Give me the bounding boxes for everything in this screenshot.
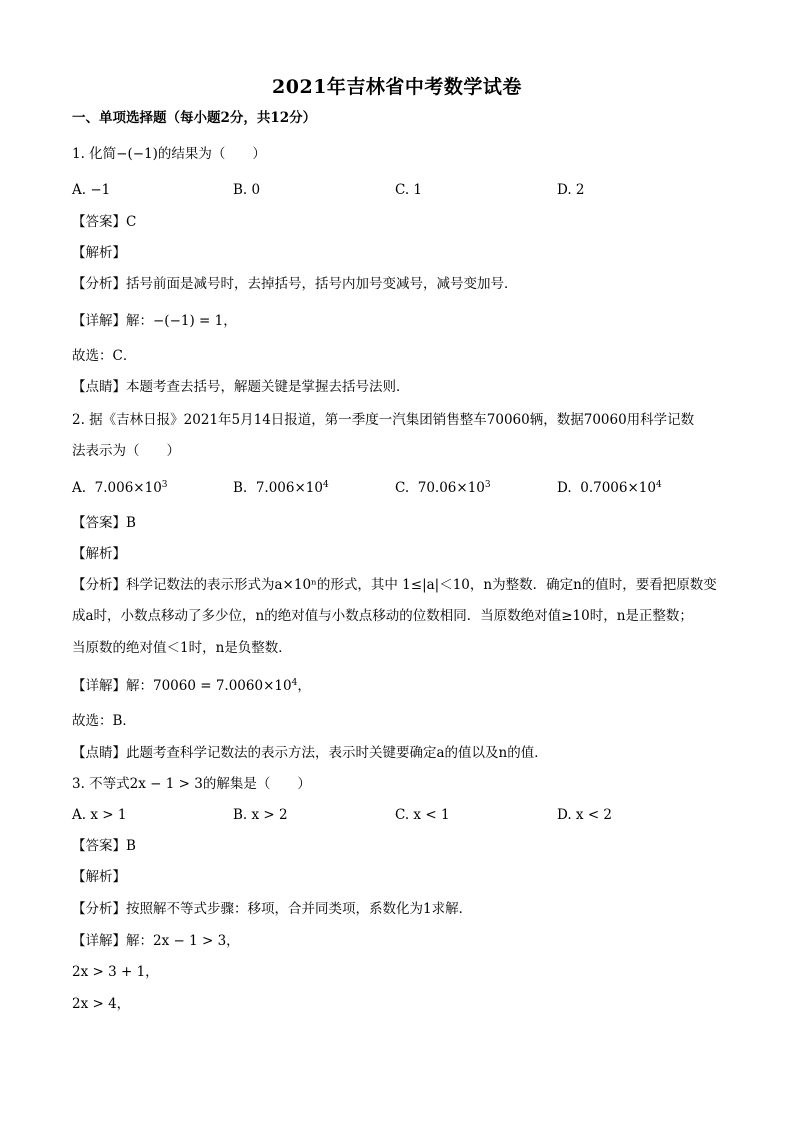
q1-comment: 【点睛】本题考查去括号，解题关键是掌握去括号法则． <box>72 379 410 395</box>
q2-stem-line1: 2. 据《吉林日报》2021年5月14日报道，第一季度一汽集团销售整车70060辆，数据70060用科学记数 <box>72 412 695 428</box>
q3-step2: 2x > 4， <box>72 996 131 1012</box>
q2-fenxi-line3: 当原数的绝对值＜1时，n是负整数． <box>72 640 292 656</box>
q3-detail: 【详解】解：2x − 1 > 3， <box>72 933 240 949</box>
q2-fenxi-line2: 成a时，小数点移动了多少位，n的绝对值与小数点移动的位数相同．当原数绝对值≥10时，n是正整数； <box>72 608 693 624</box>
q2-option-b: B. $7.006\times 10^4$ <box>233 480 329 496</box>
q1-option-d: D. 2 <box>557 182 585 198</box>
q1-detail: 【详解】解：−(−1) = 1， <box>72 313 237 329</box>
q3-analysis-label: 【解析】 <box>72 869 126 885</box>
q3-option-a: A. x > 1 <box>72 807 127 823</box>
page-title: 2021年吉林省中考数学试卷 <box>272 76 522 98</box>
q2-fenxi-line1: 【分析】科学记数法的表示形式为a×10ⁿ的形式，其中 1≤|a|＜10，n为整数．确定n的值时，要看把原数变 <box>72 577 717 593</box>
q3-answer: 【答案】B <box>72 838 136 854</box>
q1-answer: 【答案】C <box>72 214 137 230</box>
q1-stem: 1. 化简−(−1)的结果为（ ） <box>72 146 266 162</box>
q3-stem: 3. 不等式2x − 1 > 3的解集是（ ） <box>72 776 311 792</box>
q2-option-a: A. $7.006\times 10^3$ <box>72 480 168 496</box>
q1-option-a: A. −1 <box>72 182 111 198</box>
q1-choose: 故选：C． <box>72 348 137 364</box>
q3-step1: 2x > 3 + 1， <box>72 964 159 980</box>
q2-option-d: D. $0.7006\times 10^4$ <box>557 480 662 496</box>
q1-option-b: B. 0 <box>233 182 261 198</box>
q3-option-d: D. x < 2 <box>557 807 613 823</box>
q2-choose: 故选：B． <box>72 713 136 729</box>
q2-analysis-label: 【解析】 <box>72 546 126 562</box>
q2-answer: 【答案】B <box>72 515 136 531</box>
section-heading: 一、单项选择题（每小题2分，共12分） <box>72 110 317 126</box>
q1-option-c: C. 1 <box>395 182 423 198</box>
q3-fenxi: 【分析】按照解不等式步骤：移项，合并同类项，系数化为1求解． <box>72 901 473 917</box>
q3-option-c: C. x < 1 <box>395 807 450 823</box>
q2-option-c: C. $70.06\times 10^3$ <box>395 480 491 496</box>
q1-fenxi: 【分析】括号前面是减号时，去掉括号，括号内加号变减号，减号变加号． <box>72 276 518 292</box>
q2-stem-line2: 法表示为（ ） <box>72 443 180 459</box>
q2-comment: 【点睛】此题考查科学记数法的表示方法，表示时关键要确定a的值以及n的值． <box>72 745 548 761</box>
q2-detail: 【详解】解：$70060 = 7.0060\times 10^4$， <box>72 678 311 694</box>
q3-option-b: B. x > 2 <box>233 807 288 823</box>
q1-analysis-label: 【解析】 <box>72 245 126 261</box>
